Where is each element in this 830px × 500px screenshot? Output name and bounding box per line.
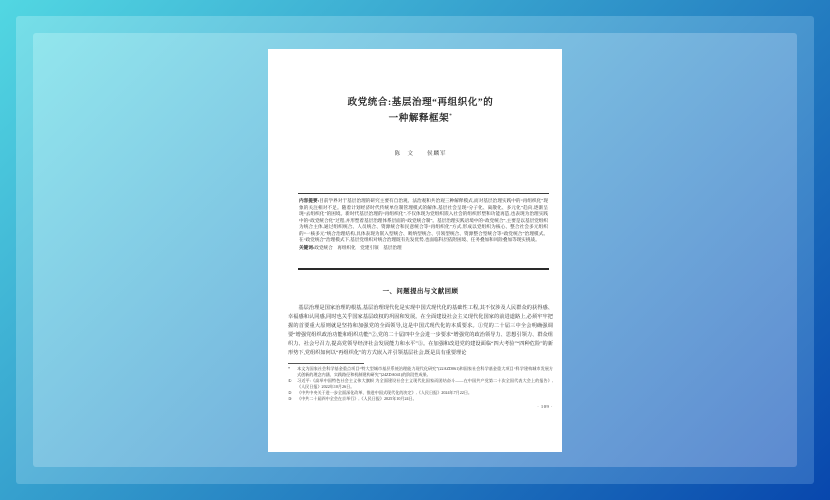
section1-paragraph: 基层治理是国家治理的根基,基层治理现代化是实现中国式现代化的基础性工程,其不仅涉及人民群众的获得感、幸福感和认同感,同时也关乎国家基层政权的巩固和发展。在全面建设社会主义现代化国家的前进道路上,必须牢牢把握的首要重大原则就是坚持和加强党的全面领导,这是中国式现代化的本质要求。①党的二十届三中全会明确强调要“增强党组织政治功能和组织功能”②,党的二十届四中全会进一步要求“增强党的政治领导力、思想引领力、群众组织力、社会号召力,提高党领导经济社会发展能力和水平”③。在加强和改进党的建设面临“四大考验”“四种危险”的新形势下,党组织如何以“再组织化”的方式嵌入并引领基层社会,既是具有重要理论 <box>288 305 553 357</box>
paper-title-line1: 政党统合:基层治理“再组织化”的 <box>347 98 494 108</box>
footnote-star-text: 本文为国家社会科学基金重点项目“特大型城市基层系统治理能力现代化研究”(22AZD061)和国家社会科学基金重大项目“科学建构城市发展方式创新的理念内涵、实践路径和机制建构研究”(24ZDA041)的阶段性成果。 <box>297 366 553 378</box>
paper-title <box>288 97 553 126</box>
page-number: · 109 · <box>537 404 553 410</box>
keywords-label: 关键词: <box>299 244 315 250</box>
footnote-star-marker: * <box>288 366 291 372</box>
abstract-block <box>298 193 549 270</box>
footnote-3-marker: ③ <box>288 396 292 402</box>
footnote-1 <box>288 378 553 390</box>
footnote-1-text: 习近平:《高举中国特色社会主义伟大旗帜 为全面建设社会主义现代化国家而团结奋斗——在中国共产党第二十次全国代表大会上的报告》,《人民日报》2022年10月26日。 <box>297 378 553 390</box>
footnote-1-marker: ① <box>288 378 292 384</box>
keywords-text: 政党统合 再组织化 党建引领 基层治理 <box>314 244 402 250</box>
abstract-label: 内容提要: <box>299 198 320 204</box>
page-content <box>288 49 553 452</box>
footnote-separator-rule <box>288 363 364 364</box>
footnote-2-text: 《中共中央关于进一步全面深化改革、推进中国式现代化的决定》,《人民日报》2024年7月22日。 <box>297 390 473 396</box>
section1-heading: 一、问题提出与文献回顾 <box>382 288 459 296</box>
keywords-line <box>299 245 548 252</box>
footnotes-block <box>288 366 553 402</box>
paper-title-line2: 一种解释框架 <box>388 114 450 125</box>
document-page <box>268 49 562 452</box>
footnote-3 <box>288 396 553 402</box>
abstract-paragraph <box>299 198 548 244</box>
footnote-3-text: 《中共二十届四中全会在京举行》,《人民日报》2025年10月24日。 <box>297 396 417 402</box>
title-footnote-mark: * <box>449 114 453 119</box>
abstract-text: 目前学界对于基层治理的研究主要有自治观、法治观和共治观三种解释模式,而对基层治理实践中的“再组织化”现象的关注相对不足。随着计划经济时代传统单位制管理模式的解体,基层社会呈现“分子化、离散化、多元化”趋向,逐渐呈现“去组织化”的困境。新时代基层治理的“再组织化”,不仅体现为党组织嵌入社会的组织形塑和功能再造,也表现为治理实践中的“政党统合化”过程,并形塑着基层治理体系层面的“政党统合制”。基层治理实践语境中的“政党统合”,主要是以基层党组织为统合主体,通过组织统合、人员统合、资源统合和民意统合等“再组织化”方式,形成以党组织为核心、整合社会多元组织的“一核多元”统合治理结构,具体表现为嵌入型统合、吸纳型统合、引领型统合、资源整合型统合等“政党统合”治理模式。在“政党统合”治理模式下,基层党组织对统合治理既有先发优势,也面临科层依附困境、任务叠加和风险叠加等现实挑战。 <box>299 198 549 243</box>
footnote-star <box>288 366 553 378</box>
footnote-2-marker: ② <box>288 390 292 396</box>
authors-line: 陈 文 侯麟军 <box>394 151 447 158</box>
